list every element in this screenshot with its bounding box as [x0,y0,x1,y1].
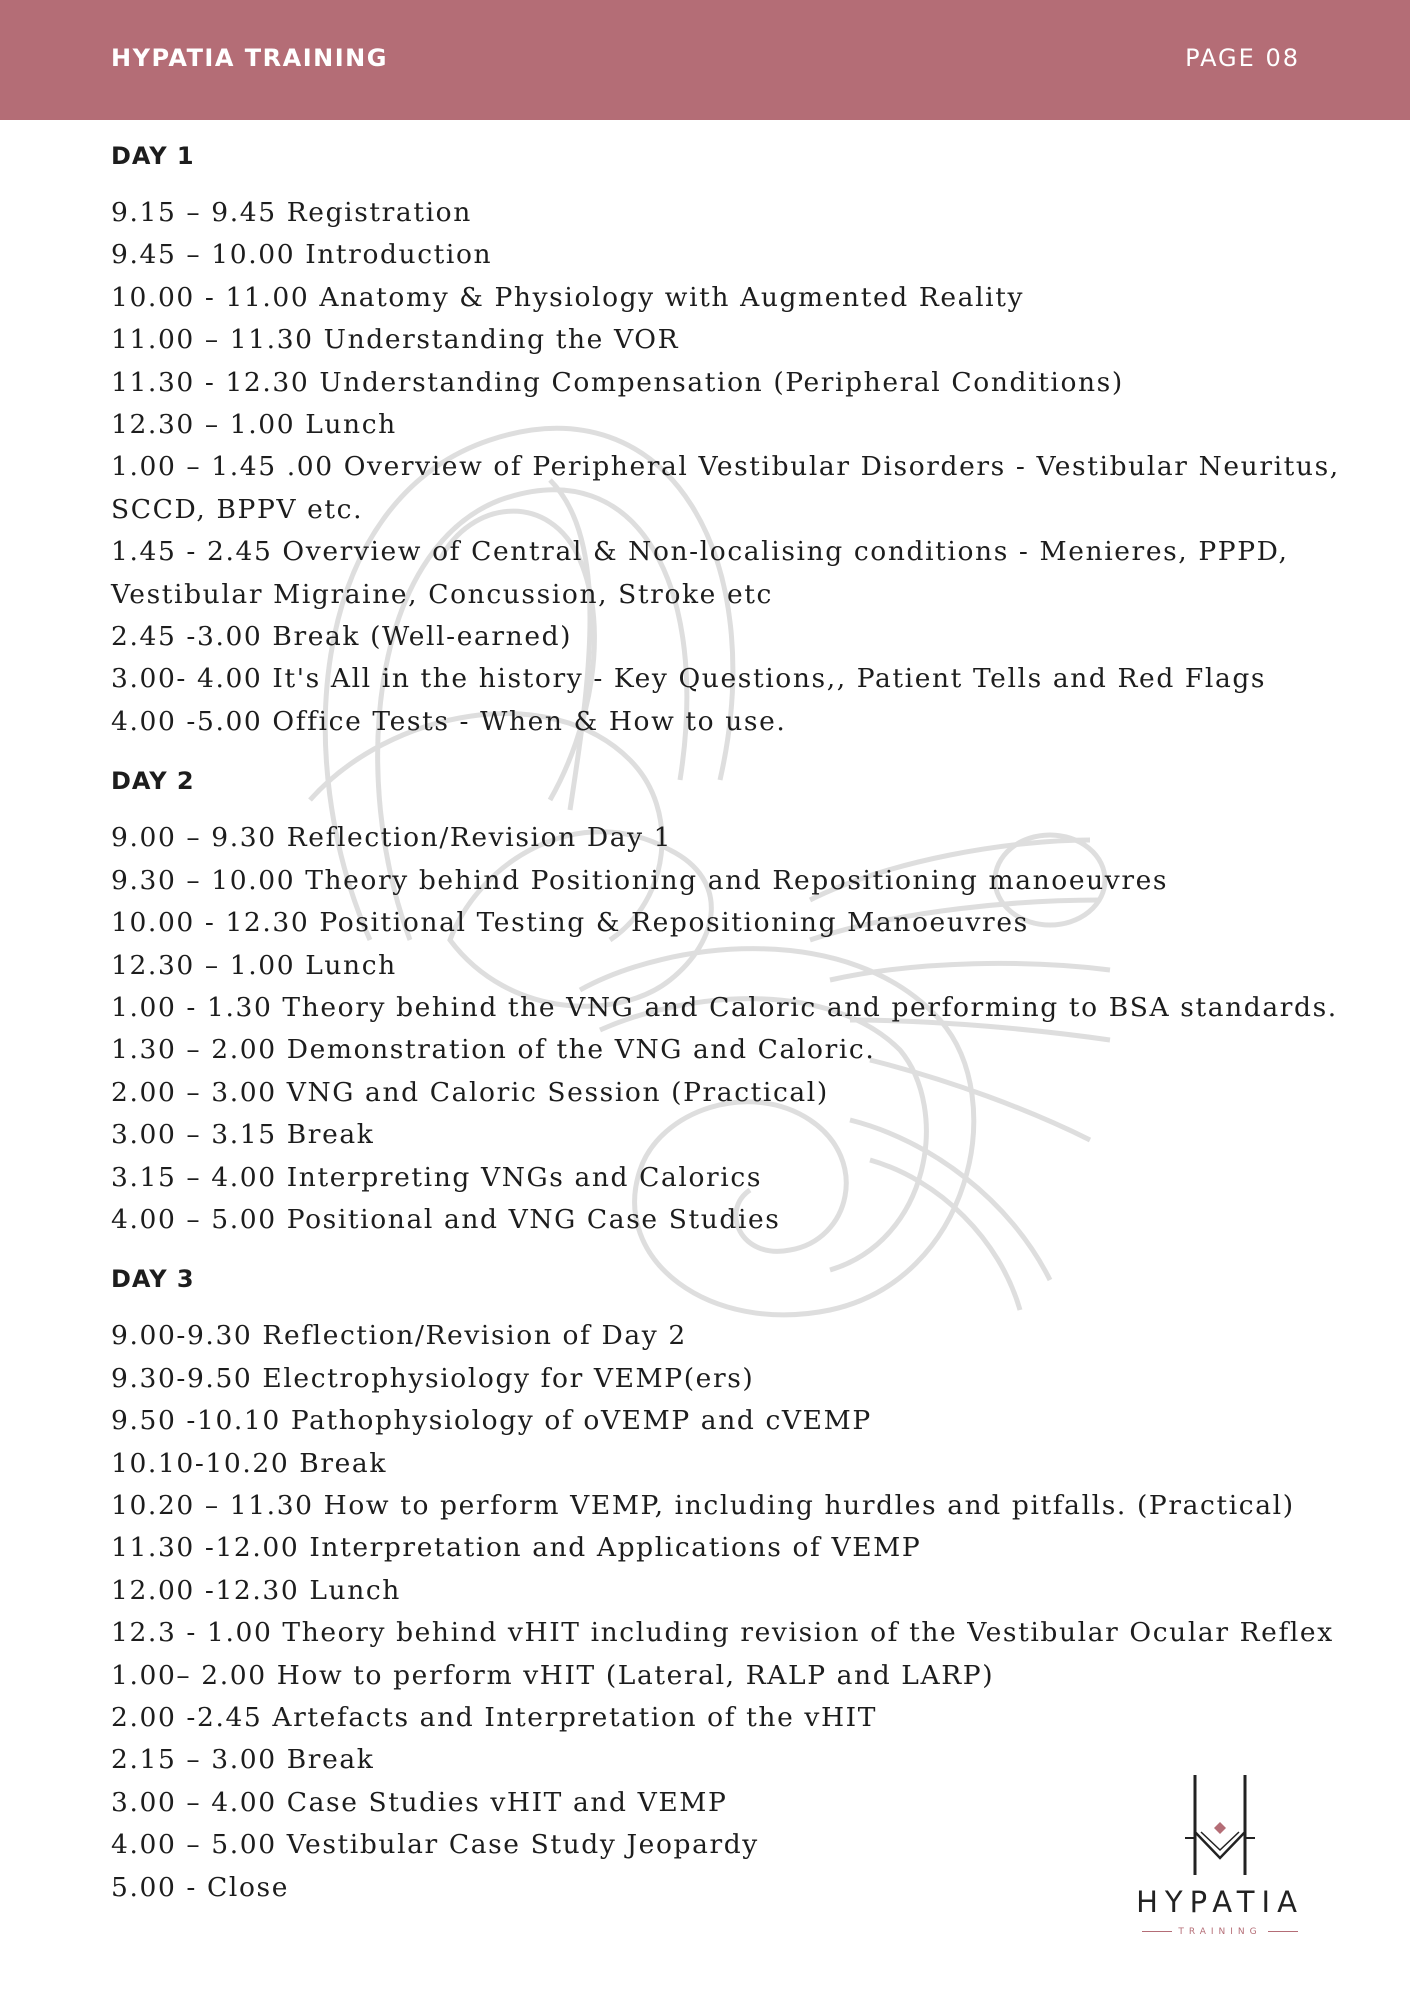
list-item: 3.00- 4.00 It's All in the history - Key Questions,, Patient Tells and Red Flags [111,663,1267,695]
list-item: 5.00 - Close [111,1871,289,1903]
list-item: 9.00-9.30 Reflection/Revision of Day 2 [111,1320,687,1352]
page-number: PAGE 08 [1185,44,1300,72]
list-item: 9.00 – 9.30 Reflection/Revision Day 1 [111,822,673,854]
list-item: 9.30-9.50 Electrophysiology for VEMP(ers) [111,1362,755,1394]
list-item: 9.30 – 10.00 Theory behind Positioning and Repositioning manoeuvres [111,864,1169,896]
hypatia-logo [1125,1770,1315,1950]
list-item: 10.20 – 11.30 How to perform VEMP, including hurdles and pitfalls. (Practical) [111,1489,1295,1521]
list-item: 12.30 – 1.00 Lunch [111,409,397,441]
list-item: 11.30 -12.00 Interpretation and Applications of VEMP [111,1532,922,1564]
list-item: 4.00 – 5.00 Positional and VNG Case Studies [111,1203,781,1235]
list-item: 1.00 - 1.30 Theory behind the VNG and Caloric and performing to BSA standards. [111,991,1338,1023]
day-1-items [111,192,1341,743]
list-item: 11.00 – 11.30 Understanding the VOR [111,324,680,356]
logo-subtitle: TRAINING [1125,1927,1315,1937]
list-item: 3.00 – 3.15 Break [111,1119,375,1151]
list-item: 12.00 -12.30 Lunch [111,1574,401,1606]
list-item: 3.00 – 4.00 Case Studies vHIT and VEMP [111,1786,728,1818]
day-heading: DAY 3 [111,1265,195,1294]
list-item: 1.45 - 2.45 Overview of Central & Non-localising conditions - Menieres, PPPD, Vestibular Migraine, Concussion, Stroke etc [111,536,1289,610]
list-item: 10.10-10.20 Break [111,1447,387,1479]
list-item: 2.15 – 3.00 Break [111,1744,375,1776]
day-2-section [111,761,1341,1241]
list-item: 2.45 -3.00 Break (Well-earned) [111,621,573,653]
list-item: 2.00 -2.45 Artefacts and Interpretation of the vHIT [111,1702,878,1733]
list-item: 10.00 - 11.00 Anatomy & Physiology with Augmented Reality [111,281,1025,313]
list-item: 11.30 - 12.30 Understanding Compensation (Peripheral Conditions) [111,366,1124,398]
day-heading: DAY 1 [111,142,195,170]
list-item: 9.50 -10.10 Pathophysiology of oVEMP and cVEMP [111,1405,872,1437]
header-title: HYPATIA TRAINING [111,44,388,72]
logo-wordmark: HYPATIA [1136,1885,1304,1919]
day-1-section [111,136,1341,743]
page-header [0,0,1410,120]
list-item: 12.3 - 1.00 Theory behind vHIT including revision of the Vestibular Ocular Reflex [111,1617,1334,1649]
list-item: 4.00 – 5.00 Vestibular Case Study Jeopardy [111,1829,759,1861]
list-item: 1.00– 2.00 How to perform vHIT (Lateral, RALP and LARP) [111,1659,995,1691]
list-item: 9.45 – 10.00 Introduction [111,239,493,271]
list-item: 3.15 – 4.00 Interpreting VNGs and Calorics [111,1161,763,1193]
list-item: 4.00 -5.00 Office Tests - When & How to use. [111,705,787,737]
list-item: 12.30 – 1.00 Lunch [111,949,397,981]
schedule [111,136,1341,1909]
list-item: 1.00 – 1.45 .00 Overview of Peripheral Vestibular Disorders - Vestibular Neuritus, SCCD, BPPV etc. [111,451,1340,525]
list-item: 1.30 – 2.00 Demonstration of the VNG and Caloric. [111,1034,876,1066]
logo-mark-icon [1125,1770,1315,1880]
day-2-items [111,817,1341,1241]
day-heading: DAY 2 [111,767,195,796]
list-item: 9.15 – 9.45 Registration [111,197,472,228]
list-item: 2.00 – 3.00 VNG and Caloric Session (Practical) [111,1076,829,1108]
list-item: 10.00 - 12.30 Positional Testing & Repositioning Manoeuvres [111,907,1029,939]
